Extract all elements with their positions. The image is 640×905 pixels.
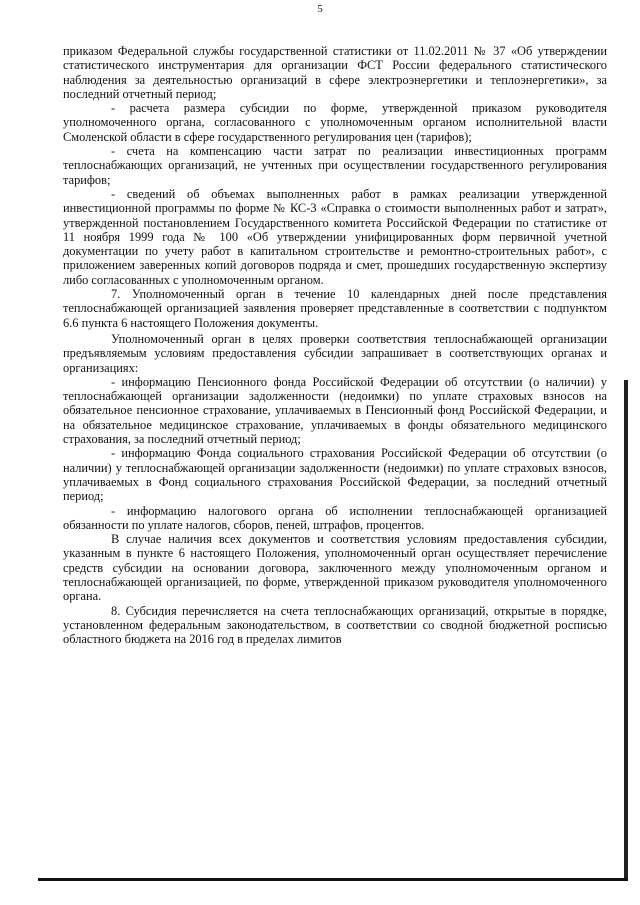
paragraph-rosstat-order: приказом Федеральной службы государственной статистики от 11.02.2011 № 37 «Об утверждении статистического инструментария для организации ФСТ России федерального статистического наблюдения за деятельностью организаций в сфере электроэнергетики и теплоэнергетики», за последний отчетный период;	[63, 44, 607, 101]
document-body	[63, 44, 607, 646]
scan-bottom-border	[38, 878, 628, 881]
scan-edge-shadow	[624, 380, 628, 880]
paragraph-tax-authority-info: - информацию налогового органа об исполнении теплоснабжающей организацией обязанности по уплате налогов, сборов, пеней, штрафов, процентов.	[63, 503, 607, 532]
paragraph-social-insurance-info: - информацию Фонда социального страхования Российской Федерации об отсутствии (о наличии) у теплоснабжающей организации задолженности (недоимки) по уплате страховых взносов, уплачиваемых в Фонд социального страхования Российской Федерации, за последний отчетный период;	[63, 446, 607, 504]
paragraph-pension-fund-info: - информацию Пенсионного фонда Российской Федерации об отсутствии (о наличии) у теплоснабжающей организации задолженности (недоимки) по уплате страховых взносов на обязательное пенсионное страхование, уплачиваемых в Пенсионный фонд Российской Федерации, и на обязательное медицинское страхование, уплачиваемых в фонды обязательного медицинского страхования, за последний отчетный период;	[63, 374, 607, 447]
paragraph-subsidy-transfer: В случае наличия всех документов и соответствия условиям предоставления субсидии, указанным в пункте 6 настоящего Положения, уполномоченный орган осуществляет перечисление средств субсидии на основании договора, заключенного между уполномоченным органом и теплоснабжающей организацией, по форме, утвержденной приказом руководителя уполномоченного органа.	[63, 532, 607, 604]
paragraph-clause-7: 7. Уполномоченный орган в течение 10 календарных дней после представления теплоснабжающей организацией заявления проверяет представленные в соответствии с подпунктом 6.6 пункта 6 настоящего Положения документы.	[63, 287, 607, 330]
paragraph-ks3-form: - сведений об объемах выполненных работ в рамках реализации утвержденной инвестиционной программы по форме № КС-3 «Справка о стоимости выполненных работ и затрат», утвержденной постановлением Государственного комитета Российской Федерации по статистике от 11 ноября 1999 года № 100 «Об утверждении унифицированных форм первичной учетной документации по учету работ в капитальном строительстве и ремонтно-строительных работ», с приложением заверенных копий договоров подряда и смет, прошедших государственную экспертизу либо согласованных с уполномоченным органом.	[63, 186, 607, 287]
paragraph-subsidy-calculation: - расчета размера субсидии по форме, утвержденной приказом руководителя уполномоченного органа, согласованного с уполномоченным органом исполнительной власти Смоленской области в сфере государственного регулирования цен (тарифов);	[63, 101, 607, 144]
paragraph-clause-8: 8. Субсидия перечисляется на счета теплоснабжающих организаций, открытые в порядке, установленном федеральным законодательством, в соответствии со сводной бюджетной росписью областного бюджета на 2016 год в пределах лимитов	[63, 603, 607, 647]
page-number: 5	[317, 3, 323, 15]
paragraph-compensation-invoice: - счета на компенсацию части затрат по реализации инвестиционных программ теплоснабжающих организаций, не учтенных при осуществлении государственного регулирования тарифов;	[63, 144, 607, 187]
paragraph-verification-requests: Уполномоченный орган в целях проверки соответствия теплоснабжающей организации предъявляемым условиям предоставления субсидии запрашивает в соответствующих органах и организациях:	[63, 331, 607, 375]
